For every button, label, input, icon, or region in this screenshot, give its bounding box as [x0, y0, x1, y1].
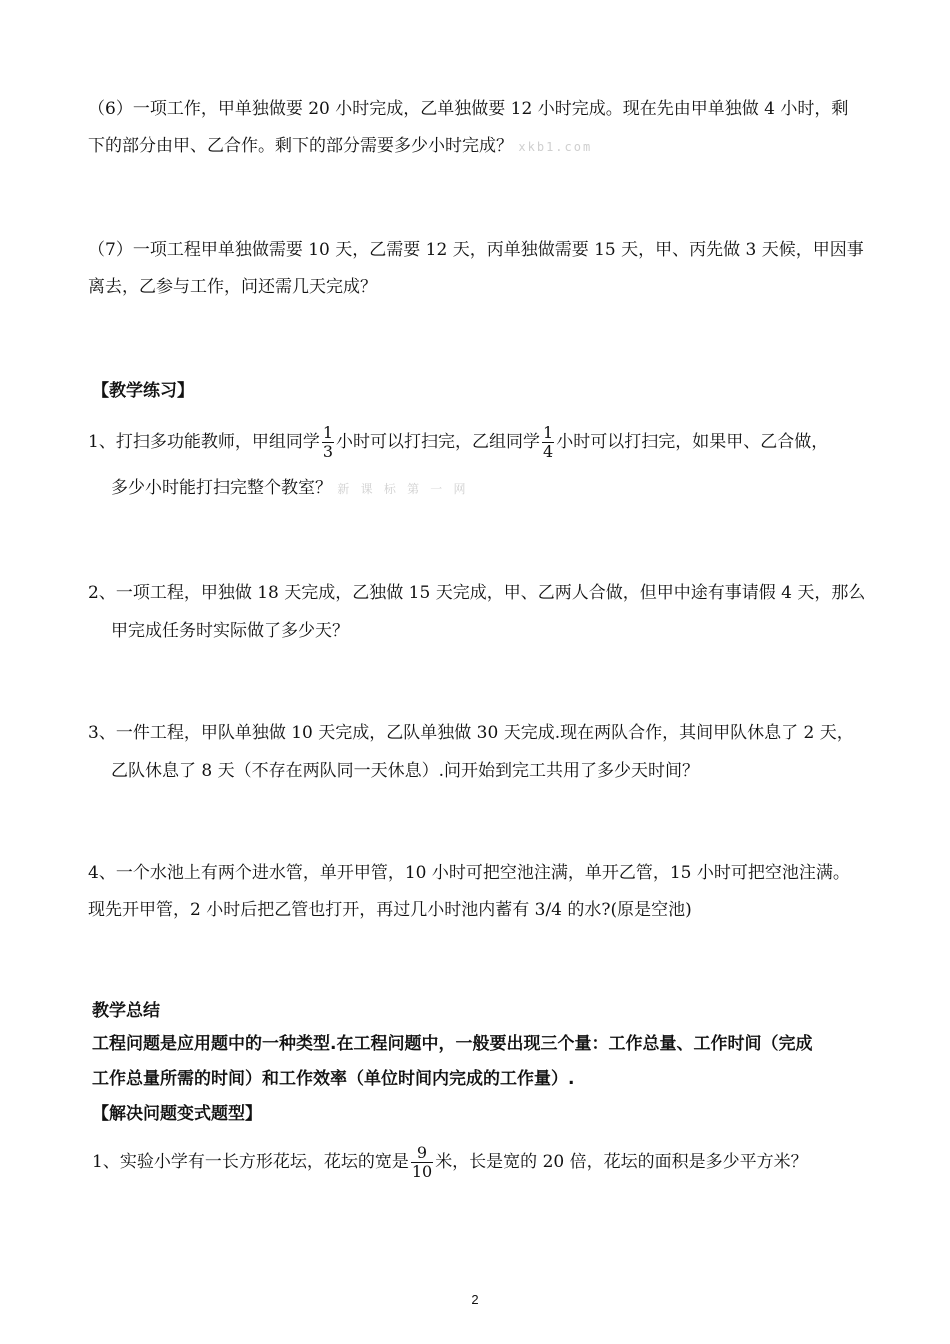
problem-7-line-1: （7）一项工程甲单独做需要 10 天，乙需要 12 天，丙单独做需要 15 天，甲、丙先做 3 天候，甲因事	[88, 240, 864, 260]
exercise-4-line-2: 现先开甲管，2 小时后把乙管也打开，再过几小时池内蓄有 3/4 的水?(原是空池)	[88, 900, 692, 920]
exercise-3-line-2: 乙队休息了 8 天（不存在两队同一天休息）.问开始到完工共用了多少天时间？	[111, 761, 700, 781]
fraction-numerator: 9	[416, 1143, 428, 1162]
watermark: 新 课 标 第 一 网	[337, 482, 468, 496]
watermark: xkb1.com	[518, 140, 593, 154]
exercise-2-line-1: 2、一项工程，甲独做 18 天完成，乙独做 15 天完成，甲、乙两人合做，但甲中途有事请假 4 天，那么	[88, 583, 866, 603]
variant-1-text-a: 1、实验小学有一长方形花坛，花坛的宽是	[92, 1152, 409, 1172]
practice-heading: 【教学练习】	[92, 381, 194, 401]
fraction-numerator: 1	[322, 423, 334, 442]
exercise-1-line-2	[111, 477, 468, 500]
exercise-1-text-d: 多少小时能打扫完整个教室？	[111, 478, 332, 498]
fraction-one-third	[322, 424, 334, 461]
exercise-3-line-1: 3、一件工程，甲队单独做 10 天完成，乙队单独做 30 天完成.现在两队合作，其间甲队休息了 2 天，	[88, 723, 854, 743]
problem-6-line-1: （6）一项工作，甲单独做要 20 小时完成，乙单独做要 12 小时完成。现在先由甲单独做 4 小时，剩	[88, 99, 849, 119]
exercise-1-text-c: 小时可以打扫完，如果甲、乙合做，	[556, 432, 829, 452]
fraction-numerator: 1	[543, 423, 554, 442]
fraction-one-quarter	[542, 424, 554, 461]
summary-heading: 教学总结	[92, 1001, 160, 1021]
exercise-1-text-b: 小时可以打扫完，乙组同学	[336, 432, 541, 452]
exercise-1-text-a: 1、打扫多功能教师，甲组同学	[88, 432, 320, 452]
page-number: 2	[471, 1292, 479, 1307]
fraction-denominator: 4	[543, 442, 554, 461]
fraction-denominator: 3	[322, 442, 334, 461]
variant-heading: 【解决问题变式题型】	[92, 1104, 262, 1124]
summary-line-2: 工作总量所需的时间）和工作效率（单位时间内完成的工作量）.	[92, 1069, 575, 1089]
problem-7-line-2: 离去，乙参与工作，问还需几天完成？	[88, 277, 377, 297]
fraction-nine-tenths	[411, 1144, 433, 1181]
exercise-1-line-1	[88, 422, 828, 462]
problem-6-text: 下的部分由甲、乙合作。剩下的部分需要多少小时完成？	[88, 136, 513, 156]
fraction-denominator: 10	[411, 1162, 433, 1181]
variant-1-text-b: 米，长是宽的 20 倍，花坛的面积是多少平方米？	[435, 1152, 808, 1172]
variant-1-line	[92, 1142, 808, 1182]
exercise-4-line-1: 4、一个水池上有两个进水管，单开甲管，10 小时可把空池注满，单开乙管，15 小时可把空池注满。	[88, 863, 850, 883]
problem-6-line-2	[88, 135, 592, 158]
exercise-2-line-2: 甲完成任务时实际做了多少天？	[111, 621, 349, 641]
summary-line-1: 工程问题是应用题中的一种类型.在工程问题中，一般要出现三个量：工作总量、工作时间（完成	[92, 1034, 813, 1054]
